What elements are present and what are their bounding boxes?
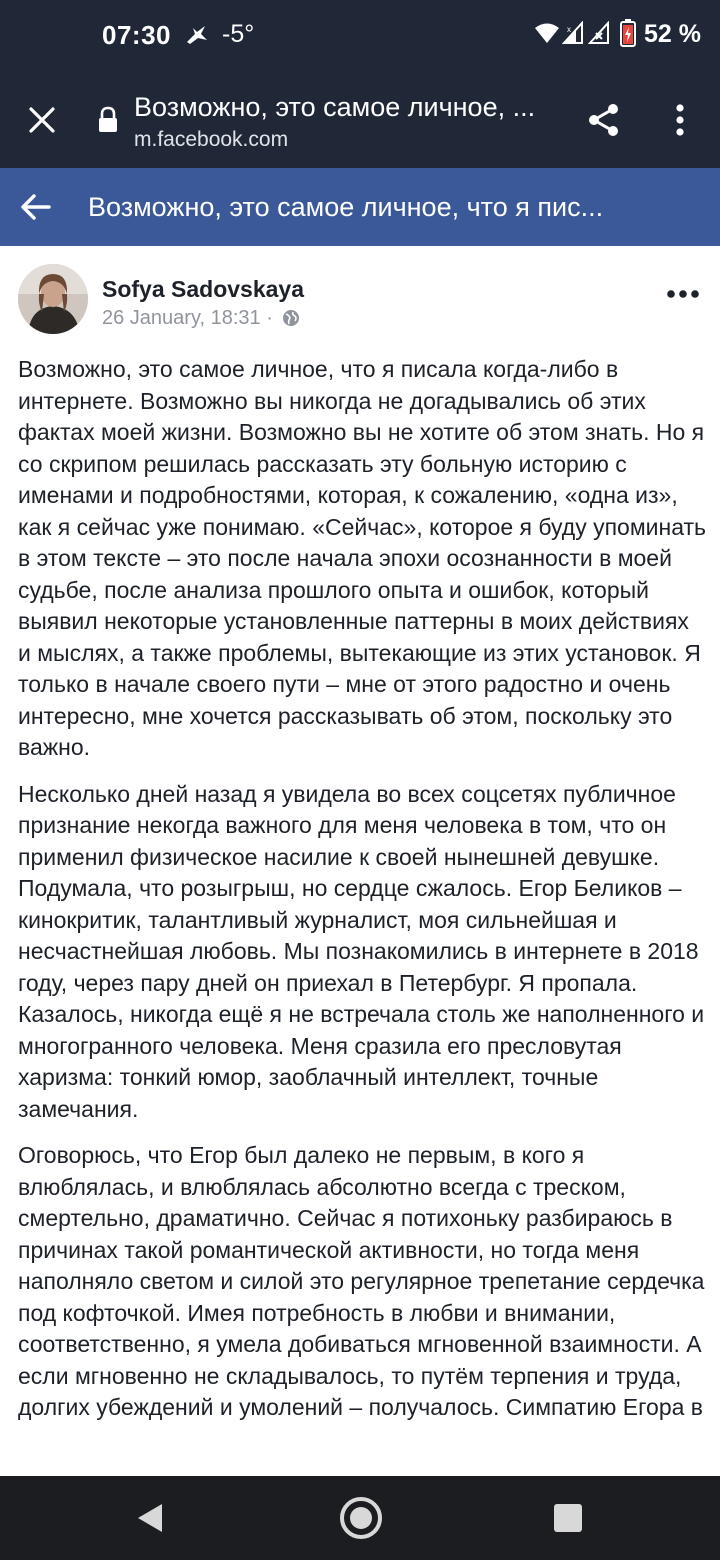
share-button[interactable]	[580, 96, 628, 144]
nav-back-icon[interactable]	[130, 1496, 174, 1540]
fb-header	[0, 168, 720, 246]
post-options-button[interactable]	[660, 276, 706, 312]
page-title[interactable]: Возможно, это самое личное, ...	[134, 92, 536, 122]
battery-low-icon	[620, 19, 636, 47]
post-paragraph: Возможно, это самое личное, что я писала когда-либо в интернете. Возможно вы никогда не догадывались об этих фактах моей жизни. Возможно вы не хотите об этом знать. Но я со скрипом решилась рассказать эту больную историю с именами и подробностями, которая, к сожалению, «одна из», как я сейчас уже понимаю. «Сейчас», которое я буду упоминать в этом тексте – это после начала эпохи осознанности в моей судьбе, после анализа прошлого опыта и ошибок, который выявил некоторые установленные паттерны в моих действиях и мыслях, а также проблемы, вытекающие из этих установок. Я только в начале своего пути – мне от этого радостно и очень интересно, мне хочется рассказывать об этом, поскольку это важно.	[18, 356, 707, 760]
avatar[interactable]	[18, 264, 88, 334]
author-name[interactable]: Sofya Sadovskaya	[102, 276, 305, 302]
post-header	[0, 246, 720, 346]
svg-text:x: x	[567, 25, 571, 34]
overflow-menu-button[interactable]	[658, 96, 702, 144]
post-meta	[102, 307, 300, 330]
status-time: 07:30	[102, 20, 171, 50]
lock-icon	[96, 106, 120, 134]
globe-icon	[282, 309, 300, 327]
close-button[interactable]	[18, 96, 66, 144]
battery-percent: 52 %	[644, 20, 701, 48]
post-paragraph: Оговорюсь, что Егор был далеко не первым, в кого я влюблялась, и влюблялась абсолютно всегда с треском, смертельно, драматично. Сейчас я потихоньку разбираюсь в причинах такой романтической активности, но тогда меня наполняло светом и силой это регулярное трепетание сердечка под кофточкой. Имея потребность в любви и внимании, соответственно, я умела добиваться мгновенной взаимности. А если мгновенно не складывалось, то путём терпения и труда, долгих убеждений и умолений – получалось. Симпатию Егора в	[18, 1142, 705, 1420]
system-nav-bar	[0, 1476, 720, 1560]
nav-home-icon[interactable]	[336, 1496, 386, 1540]
close-icon	[28, 106, 56, 134]
wifi-icon	[534, 22, 560, 44]
share-icon	[586, 102, 622, 138]
header-title: Возможно, это самое личное, что я пис...	[88, 192, 604, 222]
nav-recents-icon[interactable]	[546, 1496, 590, 1540]
post-paragraph: Несколько дней назад я увидела во всех соцсетях публичное признание некогда важного для меня человека в том, что он применил физическое насилие к своей нынешней девушке. Подумала, что розыгрыш, но сердце сжалось. Егор Беликов – кинокритик, талантливый журналист, моя сильнейшая и несчастнейшая любовь. Мы познакомились в интернете в 2018 году, через пару дней он приехал в Петербург. Я пропала. Казалось, никогда ещё я не встречала столь же наполненного и многогранного человека. Меня сразила его пресловутая харизма: тонкий юмор, заоблачный интеллект, точные замечания.	[18, 780, 705, 1122]
back-button[interactable]	[12, 183, 60, 231]
post-body	[18, 354, 706, 1439]
url-domain[interactable]: m.facebook.com	[134, 128, 289, 151]
signal-icon	[562, 21, 584, 45]
back-arrow-icon	[21, 194, 51, 220]
browser-toolbar	[0, 68, 720, 168]
more-vert-icon	[675, 104, 685, 136]
post-date[interactable]: 26 January, 18:31 ·	[102, 307, 273, 329]
browser-chrome	[0, 0, 720, 168]
status-bar	[0, 0, 720, 68]
status-temperature: -5°	[222, 20, 255, 48]
avatar-image	[18, 264, 88, 334]
weather-icon	[184, 22, 210, 48]
signal-no-data-icon	[588, 21, 610, 45]
more-horiz-icon	[667, 289, 699, 299]
